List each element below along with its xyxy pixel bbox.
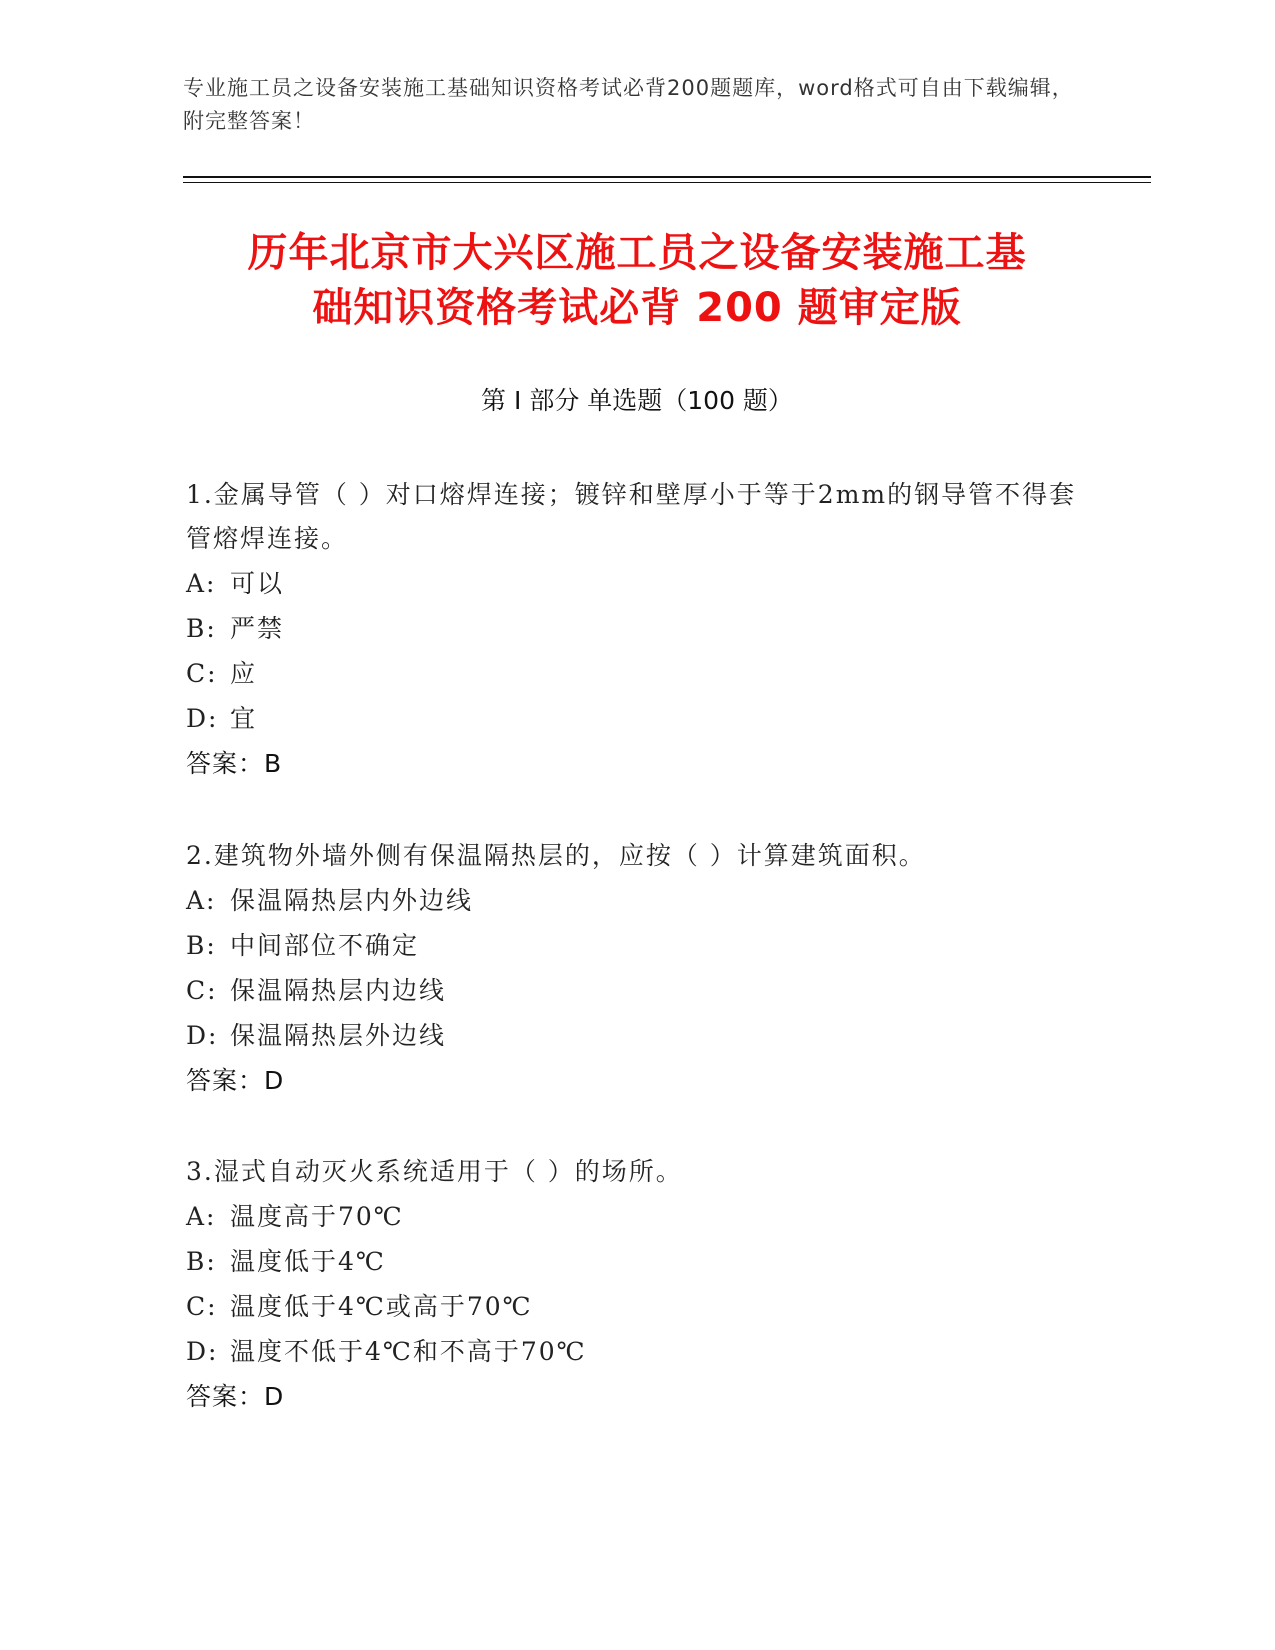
header-rule-thick xyxy=(183,176,1151,178)
option-b xyxy=(186,606,1086,651)
option-text: 中间部位不确定 xyxy=(230,931,420,960)
document-title-line-1: 历年北京市大兴区施工员之设备安装施工基 xyxy=(247,230,1027,276)
option-text: 保温隔热层内边线 xyxy=(230,976,447,1005)
option-key: A: xyxy=(186,569,217,598)
answer-line: 答案：D xyxy=(186,1382,285,1411)
option-text: 保温隔热层外边线 xyxy=(230,1021,447,1050)
option-key: A: xyxy=(186,886,217,915)
option-key: C: xyxy=(186,1292,218,1321)
option-text: 保温隔热层内外边线 xyxy=(230,886,474,915)
question-stem: 2.建筑物外墙外侧有保温隔热层的，应按（ ）计算建筑面积。 xyxy=(186,841,926,870)
option-key: C: xyxy=(186,976,218,1005)
option-text: 温度高于70℃ xyxy=(230,1202,404,1231)
option-c xyxy=(186,968,1086,1013)
option-key: A: xyxy=(186,1202,217,1231)
option-text: 应 xyxy=(230,659,258,688)
option-c xyxy=(186,651,1086,696)
question-2 xyxy=(186,834,1086,1104)
header-note: 专业施工员之设备安装施工基础知识资格考试必背200题题库，word格式可自由下载编辑，附完整答案！ xyxy=(183,76,1074,133)
option-a xyxy=(186,561,1086,606)
option-a xyxy=(186,878,1086,923)
option-key: B: xyxy=(186,614,217,643)
question-stem: 1.金属导管（ ）对口熔焊连接；镀锌和壁厚小于等于2mm的钢导管不得套管熔焊连接。 xyxy=(186,480,1077,553)
option-a xyxy=(186,1194,1086,1239)
document-title xyxy=(183,226,1091,336)
section-title: 第 I 部分 单选题（100 题） xyxy=(481,386,793,415)
option-text: 温度低于4℃或高于70℃ xyxy=(230,1292,533,1321)
option-b xyxy=(186,923,1086,968)
option-c xyxy=(186,1284,1086,1329)
option-text: 温度低于4℃ xyxy=(230,1247,386,1276)
option-key: D: xyxy=(186,704,219,733)
header-rule-thin xyxy=(183,182,1151,183)
answer-line: 答案：D xyxy=(186,1066,285,1095)
option-key: D: xyxy=(186,1021,219,1050)
question-stem: 3.湿式自动灭火系统适用于（ ）的场所。 xyxy=(186,1157,683,1186)
question-1 xyxy=(186,473,1086,787)
option-text: 温度不低于4℃和不高于70℃ xyxy=(230,1337,587,1366)
option-text: 宜 xyxy=(230,704,258,733)
option-d xyxy=(186,1013,1086,1058)
option-text: 可以 xyxy=(230,569,285,598)
option-text: 严禁 xyxy=(230,614,285,643)
option-key: C: xyxy=(186,659,218,688)
option-d xyxy=(186,1329,1086,1374)
option-b xyxy=(186,1239,1086,1284)
option-key: D: xyxy=(186,1337,219,1366)
document-title-line-2: 础知识资格考试必背 200 题审定版 xyxy=(312,285,962,331)
option-key: B: xyxy=(186,931,217,960)
option-d xyxy=(186,696,1086,741)
option-key: B: xyxy=(186,1247,217,1276)
answer-line: 答案：B xyxy=(186,749,283,778)
question-3 xyxy=(186,1150,1086,1420)
